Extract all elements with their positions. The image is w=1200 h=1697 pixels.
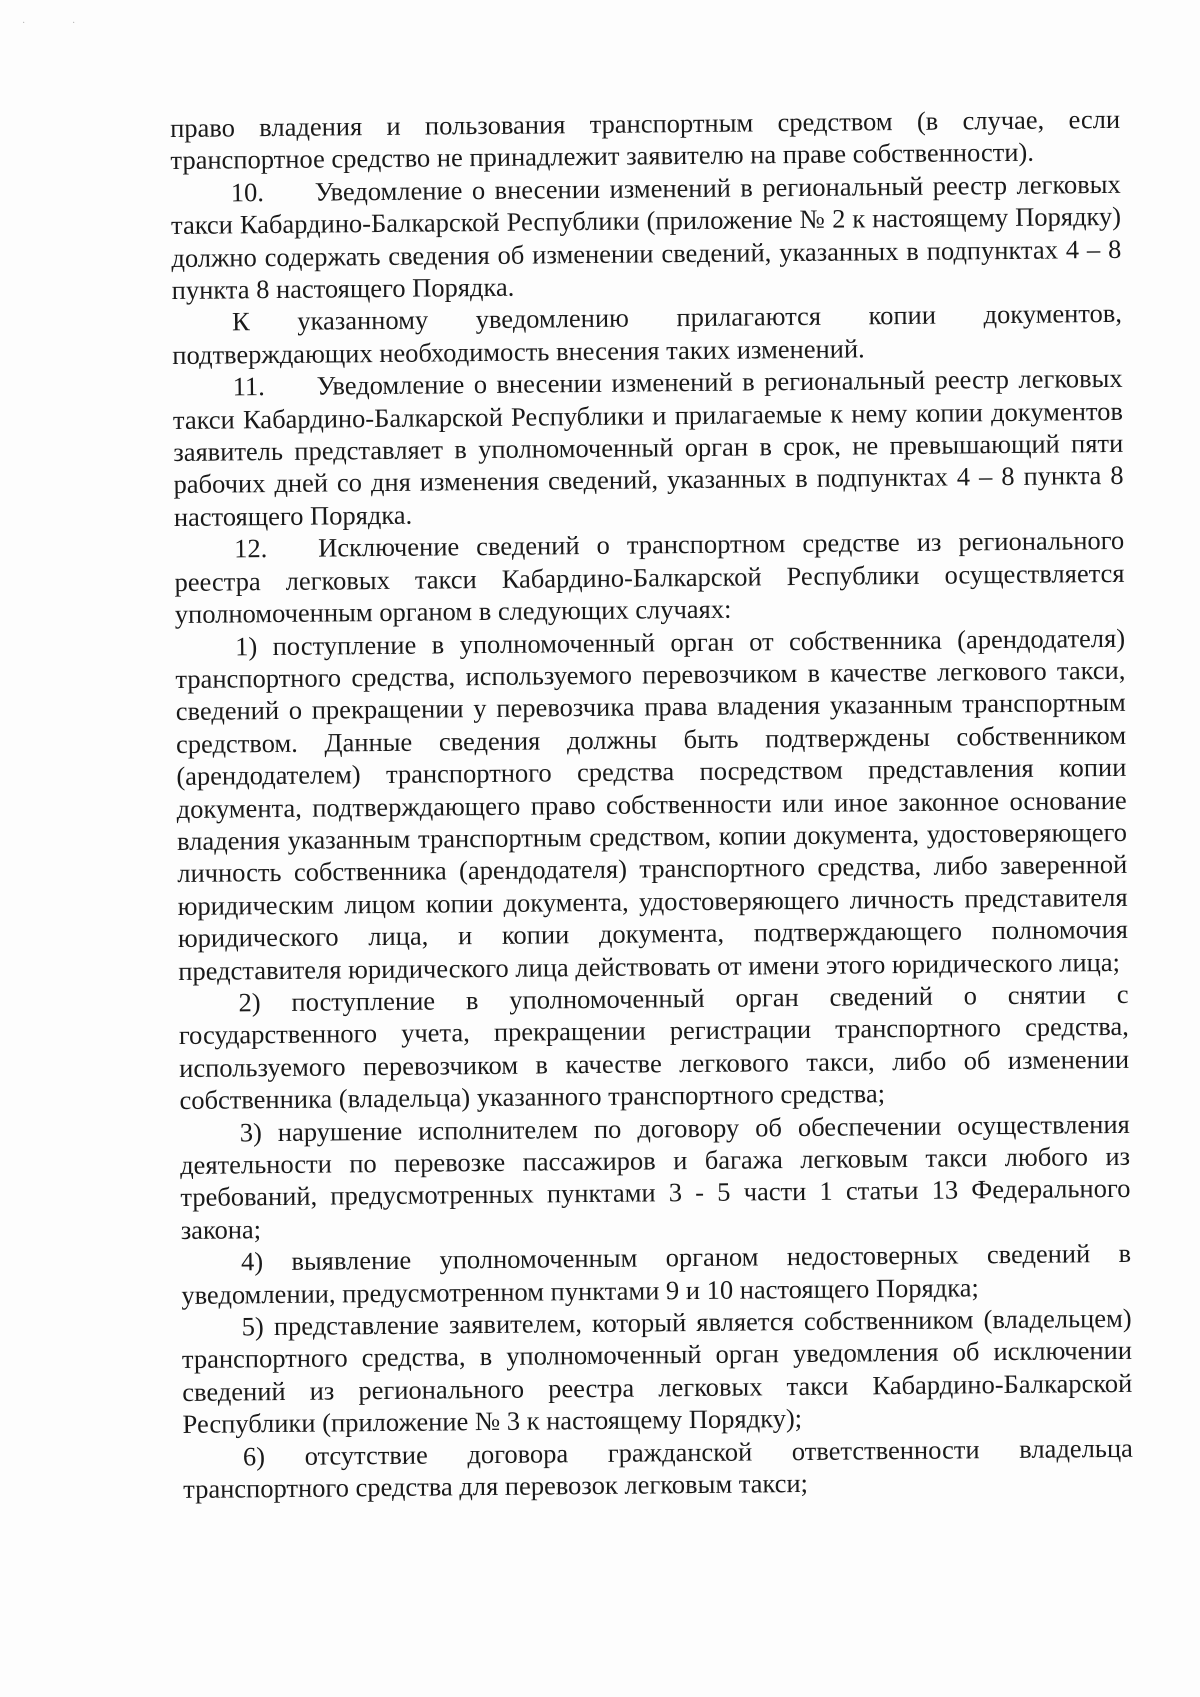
scan-artifact: ·: [22, 18, 26, 29]
subitem-4: [181, 1237, 1132, 1311]
paragraph-continuation: [170, 103, 1121, 177]
paragraph-attachments: [172, 297, 1123, 371]
paragraph-text: 1) поступление в уполномоченный орган от собственника (арендодателя) транспортного средства, используемого перевозчиком в качестве легкового такси, сведений о прекращении у перевозчика права владения указанным транспортным средством. Данные сведения должны быть подтверждены собственником (арендодателем) транспортного средства посредством представления копии документа, подтверждающего право собственности или иное законное основание владения указанным транспортным средством, копии документа, удостоверяющего личность собственника (арендодателя) транспортного средства, либо заверенной юридическим лицом копии документа, удостоверяющего личность представителя юридического лица, и копии документа, подтверждающего полномочия представителя юридического лица действовать от имени этого юридического лица;: [175, 622, 1129, 986]
paragraph-number: 12.: [234, 533, 268, 564]
subitem-1: [175, 621, 1128, 987]
paragraph-text: К указанному уведомлению прилагаются копии документов, подтверждающих необходимость внесения таких изменений.: [172, 298, 1123, 370]
paragraph-item-12: [174, 524, 1125, 630]
paragraph-text: 2) поступление в уполномоченный орган сведений о снятии с государственного учета, прекращении регистрации транспортного средства, используемого перевозчиком в качестве легкового такси, либо об изменении собственника (владельца) указанного транспортного средства;: [178, 978, 1130, 1116]
paragraph-text: Уведомление о внесении изменений в региональный реестр легковых такси Кабардино-Балкарской Республики (приложение № 2 к настоящему Порядку) должно содержать сведения об изменении сведений, указанных в подпунктах 4 – 8 пункта 8 настоящего Порядка.: [170, 168, 1122, 306]
paragraph-text: 5) представление заявителем, который является собственником (владельцем) транспортного средства, в уполномоченный орган уведомления об исключении сведений из регионального реестра легковых такси Кабардино-Балкарской Республики (приложение № 3 к настоящему Порядку);: [181, 1302, 1133, 1440]
paragraph-number: 11.: [232, 371, 265, 402]
subitem-6: [183, 1431, 1134, 1505]
scan-artifact: ·: [72, 18, 76, 29]
paragraph-text: право владения и пользования транспортным средством (в случае, если транспортное средство не принадлежит заявителю на праве собственности).: [170, 103, 1121, 176]
document-body: [170, 103, 1133, 1506]
paragraph-item-10: [171, 168, 1122, 307]
paragraph-item-11: [172, 362, 1124, 533]
subitem-3: [180, 1107, 1131, 1246]
paragraph-text: 3) нарушение исполнителем по договору об обеспечении осуществления деятельности по перевозке пассажиров и багажа легковым такси любого из требований, предусмотренных пунктами 3 - 5 части 1 статьи 13 Федерального закона;: [179, 1108, 1131, 1245]
subitem-2: [178, 978, 1129, 1117]
paragraph-text: Уведомление о внесении изменений в региональный реестр легковых такси Кабардино-Балкарской Республики и прилагаемые к нему копии документов заявитель представляет в уполномоченный орган в срок, не превышающий пяти рабочих дней со дня изменения сведений, указанных в подпунктах 4 – 8 пункта 8 настоящего Порядка.: [172, 363, 1124, 532]
paragraph-text: 4) выявление уполномоченным органом недостоверных сведений в уведомлении, предусмотренном пунктами 9 и 10 настоящего Порядка;: [181, 1238, 1132, 1310]
paragraph-text: Исключение сведений о транспортном средстве из регионального реестра легковых такси Кабардино-Балкарской Республики осуществляется уполномоченным органом в следующих случаях:: [174, 525, 1125, 630]
subitem-5: [182, 1302, 1133, 1441]
paragraph-text: 6) отсутствие договора гражданской ответственности владельца транспортного средства для перевозок легковым такси;: [183, 1432, 1134, 1504]
paragraph-number: 10.: [230, 176, 265, 208]
